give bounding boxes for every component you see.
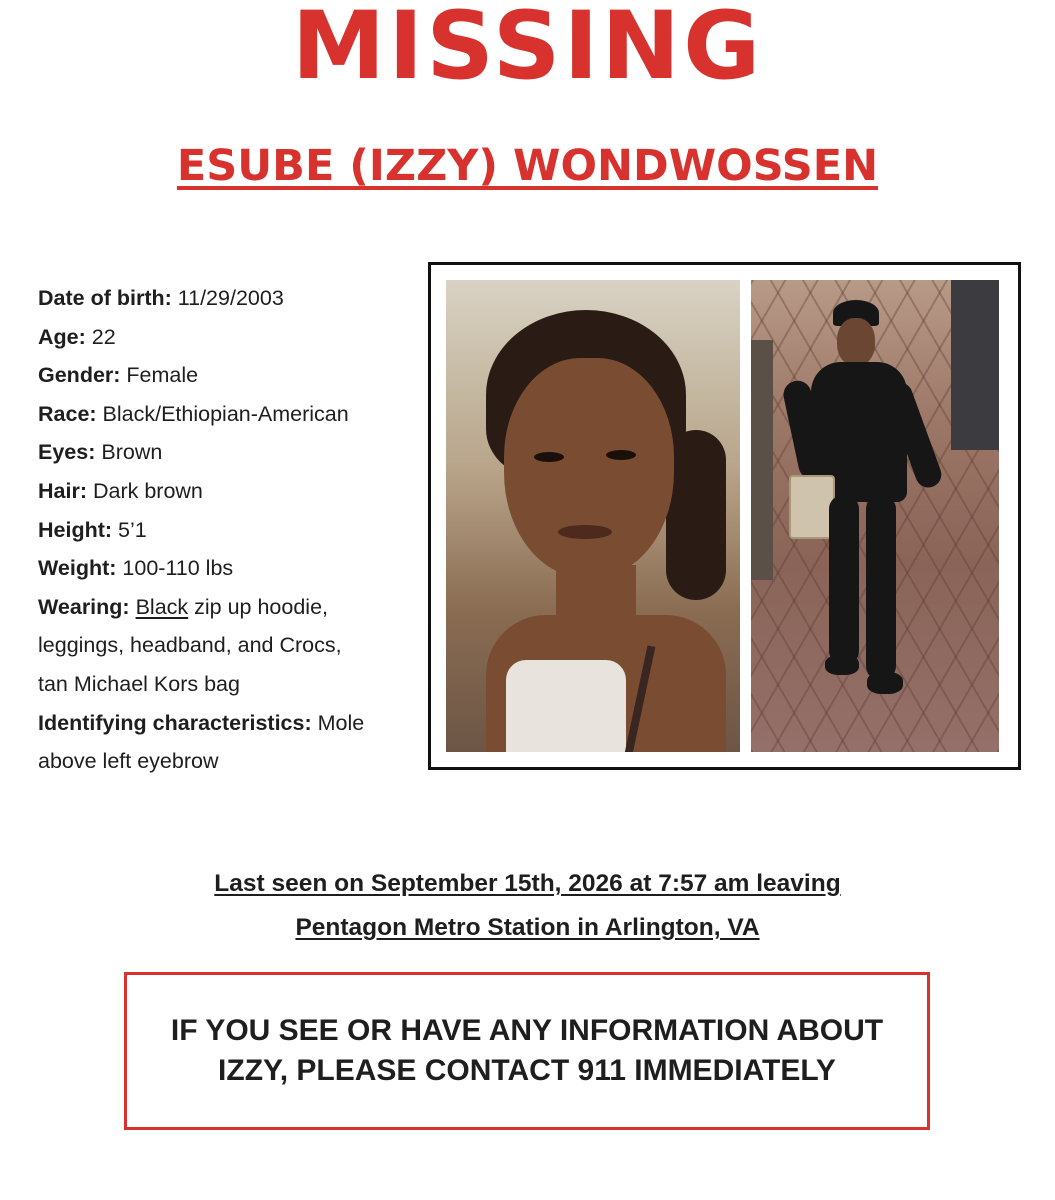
detail-value: Mole — [317, 710, 365, 735]
notice-line: IF YOU SEE OR HAVE ANY INFORMATION ABOUT — [170, 1014, 884, 1047]
contact-notice-box — [124, 972, 930, 1130]
missing-person-name — [0, 136, 1055, 196]
detail-height — [38, 511, 418, 550]
photo-bystander — [951, 280, 999, 450]
detail-date-of-birth — [38, 279, 418, 318]
photo-face-shape — [504, 358, 674, 578]
last-seen-location-line: Pentagon Metro Station in Arlington, VA — [295, 914, 760, 941]
detail-label: Identifying characteristics: — [38, 710, 312, 735]
person-details-list — [38, 279, 418, 781]
detail-label: Race: — [38, 401, 97, 426]
contact-notice-text — [171, 1011, 883, 1091]
detail-value: Black/Ethiopian-American — [102, 401, 349, 426]
detail-value: leggings, headband, and Crocs, — [38, 633, 342, 658]
detail-wearing-continued — [38, 626, 418, 665]
detail-hair — [38, 472, 418, 511]
detail-value: zip up hoodie, — [188, 594, 329, 619]
detail-label: Weight: — [38, 556, 117, 581]
detail-age — [38, 318, 418, 357]
detail-race — [38, 395, 418, 434]
detail-value: 22 — [91, 324, 116, 349]
detail-identifying-characteristics — [38, 704, 418, 743]
detail-label: Date of birth: — [38, 286, 172, 310]
portrait-photo — [446, 280, 740, 752]
wearing-color-text: Black — [135, 594, 189, 619]
detail-label: Age: — [38, 324, 86, 349]
detail-identifying-continued — [38, 742, 418, 781]
person-name-text: ESUBE (IZZY) WONDWOSSEN — [176, 141, 879, 191]
photo-top-garment — [506, 660, 626, 752]
detail-value: 5’1 — [118, 517, 147, 542]
detail-value: above left eyebrow — [38, 749, 219, 774]
detail-wearing-continued — [38, 665, 418, 704]
detail-label: Height: — [38, 517, 113, 542]
photo-right-shoe-shape — [867, 672, 903, 694]
photo-figure-face — [837, 318, 875, 366]
detail-label: Wearing: — [38, 594, 130, 619]
detail-value: tan Michael Kors bag — [38, 671, 240, 696]
photo-ponytail-shape — [666, 430, 726, 600]
detail-eyes — [38, 433, 418, 472]
photo-left-eye — [534, 452, 564, 462]
photo-mouth — [558, 525, 612, 539]
photo-frame — [428, 262, 1021, 770]
detail-value: 11/29/2003 — [177, 286, 284, 310]
detail-label: Hair: — [38, 478, 87, 503]
detail-value: Dark brown — [92, 478, 203, 503]
missing-headline: MISSING — [291, 0, 764, 101]
last-seen-line: Last seen on September 15th, 2026 at 7:57 am leaving — [214, 870, 841, 897]
detail-label: Eyes: — [38, 440, 96, 465]
photo-right-leg-shape — [866, 495, 896, 680]
photo-bystander — [751, 340, 773, 580]
cctv-photo — [751, 280, 999, 752]
photo-left-leg-shape — [829, 495, 859, 665]
photo-right-eye — [606, 450, 636, 460]
detail-value: 100-110 lbs — [122, 556, 234, 581]
detail-value: Brown — [101, 440, 163, 465]
notice-line: IZZY, PLEASE CONTACT 911 IMMEDIATELY — [218, 1054, 836, 1087]
detail-wearing — [38, 588, 418, 627]
detail-value: Female — [126, 363, 199, 388]
last-seen-statement — [0, 862, 1055, 950]
photo-left-shoe-shape — [825, 655, 859, 675]
detail-label: Gender: — [38, 363, 121, 388]
detail-weight — [38, 549, 418, 588]
detail-gender — [38, 356, 418, 395]
